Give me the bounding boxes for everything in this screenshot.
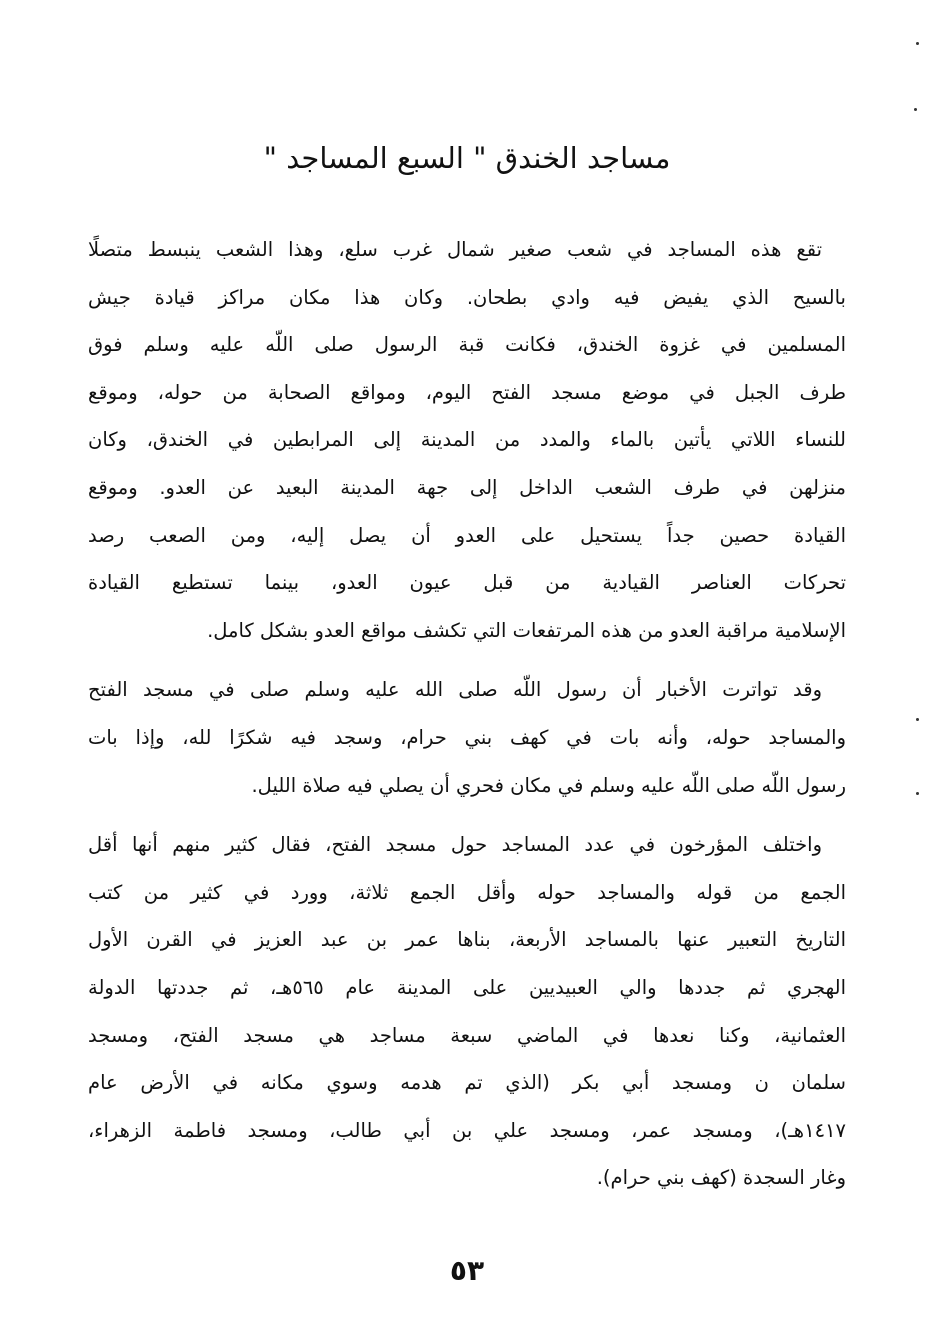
body-text: [88, 226, 846, 1214]
text-line: ١٤١٧هـ)، ومسجد عمر، ومسجد علي بن أبي طالب، ومسجد فاطمة الزهراء،: [88, 1118, 846, 1142]
text-line: بالسيح الذي يفيض فيه وادي بطحان. وكان هذا مكان مراكز قيادة جيش: [88, 285, 846, 309]
text-line: طرف الجبل في موضع مسجد الفتح اليوم، ومواقع الصحابة من حوله، وموقع: [88, 380, 846, 404]
text-line: العثمانية، وكنا نعدها في الماضي سبعة مساجد هي مسجد الفتح، ومسجد: [88, 1023, 846, 1047]
page-title: مساجد الخندق " السبع المساجد ": [263, 141, 671, 175]
paragraph-3: [88, 821, 846, 1202]
paragraph-2: [88, 666, 846, 809]
text-line: وغار السجدة (كهف بني حرام).: [596, 1166, 846, 1190]
text-line: الهجري ثم جددها والي العبيديين على المدينة عام ٥٦٥هـ، ثم جددتها الدولة: [88, 975, 846, 999]
text-line: رسول اللّه صلى اللّه عليه وسلم في مكان فحري أن يصلي فيه صلاة الليل.: [251, 773, 846, 797]
scan-speck: [916, 718, 919, 721]
text-line: واختلف المؤرخون في عدد المساجد حول مسجد الفتح، فقال كثير منهم أنها أقل: [88, 833, 822, 857]
scan-speck: [916, 42, 919, 45]
text-line: التاريخ التعبير عنها بالمساجد الأربعة، بناها عمر بن عبد العزيز في القرن الأول: [88, 928, 846, 952]
text-line: المسلمين في غزوة الخندق، فكانت قبة الرسول صلى اللّه عليه وسلم فوق: [88, 333, 846, 357]
paragraph-1: [88, 226, 846, 654]
text-line: سلمان ن ومسجد أبي بكر (الذي تم هدمه وسوي مكانه في الأرض عام: [88, 1071, 846, 1095]
text-line: وقد تواترت الأخبار أن رسول اللّه صلى الله عليه وسلم صلى في مسجد الفتح: [88, 678, 822, 702]
scan-speck: [914, 108, 917, 111]
text-line: للنساء اللاتي يأتين بالماء والمدد من المدينة إلى المرابطين في الخندق، وكان: [88, 428, 846, 452]
text-line: الإسلامية مراقبة العدو من هذه المرتفعات التي تكشف مواقع العدو بشكل كامل.: [207, 618, 846, 642]
text-line: تقع هذه المساجد في شعب صغير شمال غرب سلع، وهذا الشعب ينبسط متصلًا: [88, 238, 822, 261]
text-line: والمساجد حوله، وأنه بات في كهف بني حرام، وسجد فيه شكرًا لله، وإذا بات: [88, 725, 846, 749]
page-number: ٥٣: [449, 1254, 485, 1287]
scan-speck: [916, 792, 919, 795]
text-line: الجمع من قوله والمساجد حوله وأقل الجمع ثلاثة، وورد في كثير من كتب: [88, 880, 846, 904]
text-line: القيادة حصين جداً يستحيل على العدو أن يصل إليه، ومن الصعب رصد: [88, 523, 846, 547]
text-line: تحركات العناصر القيادية من قبل عيون العدو، بينما تستطيع القيادة: [88, 571, 846, 595]
text-line: منزلهن في طرف الشعب الداخل إلى جهة المدينة البعيد عن العدو. وموقع: [88, 475, 846, 499]
